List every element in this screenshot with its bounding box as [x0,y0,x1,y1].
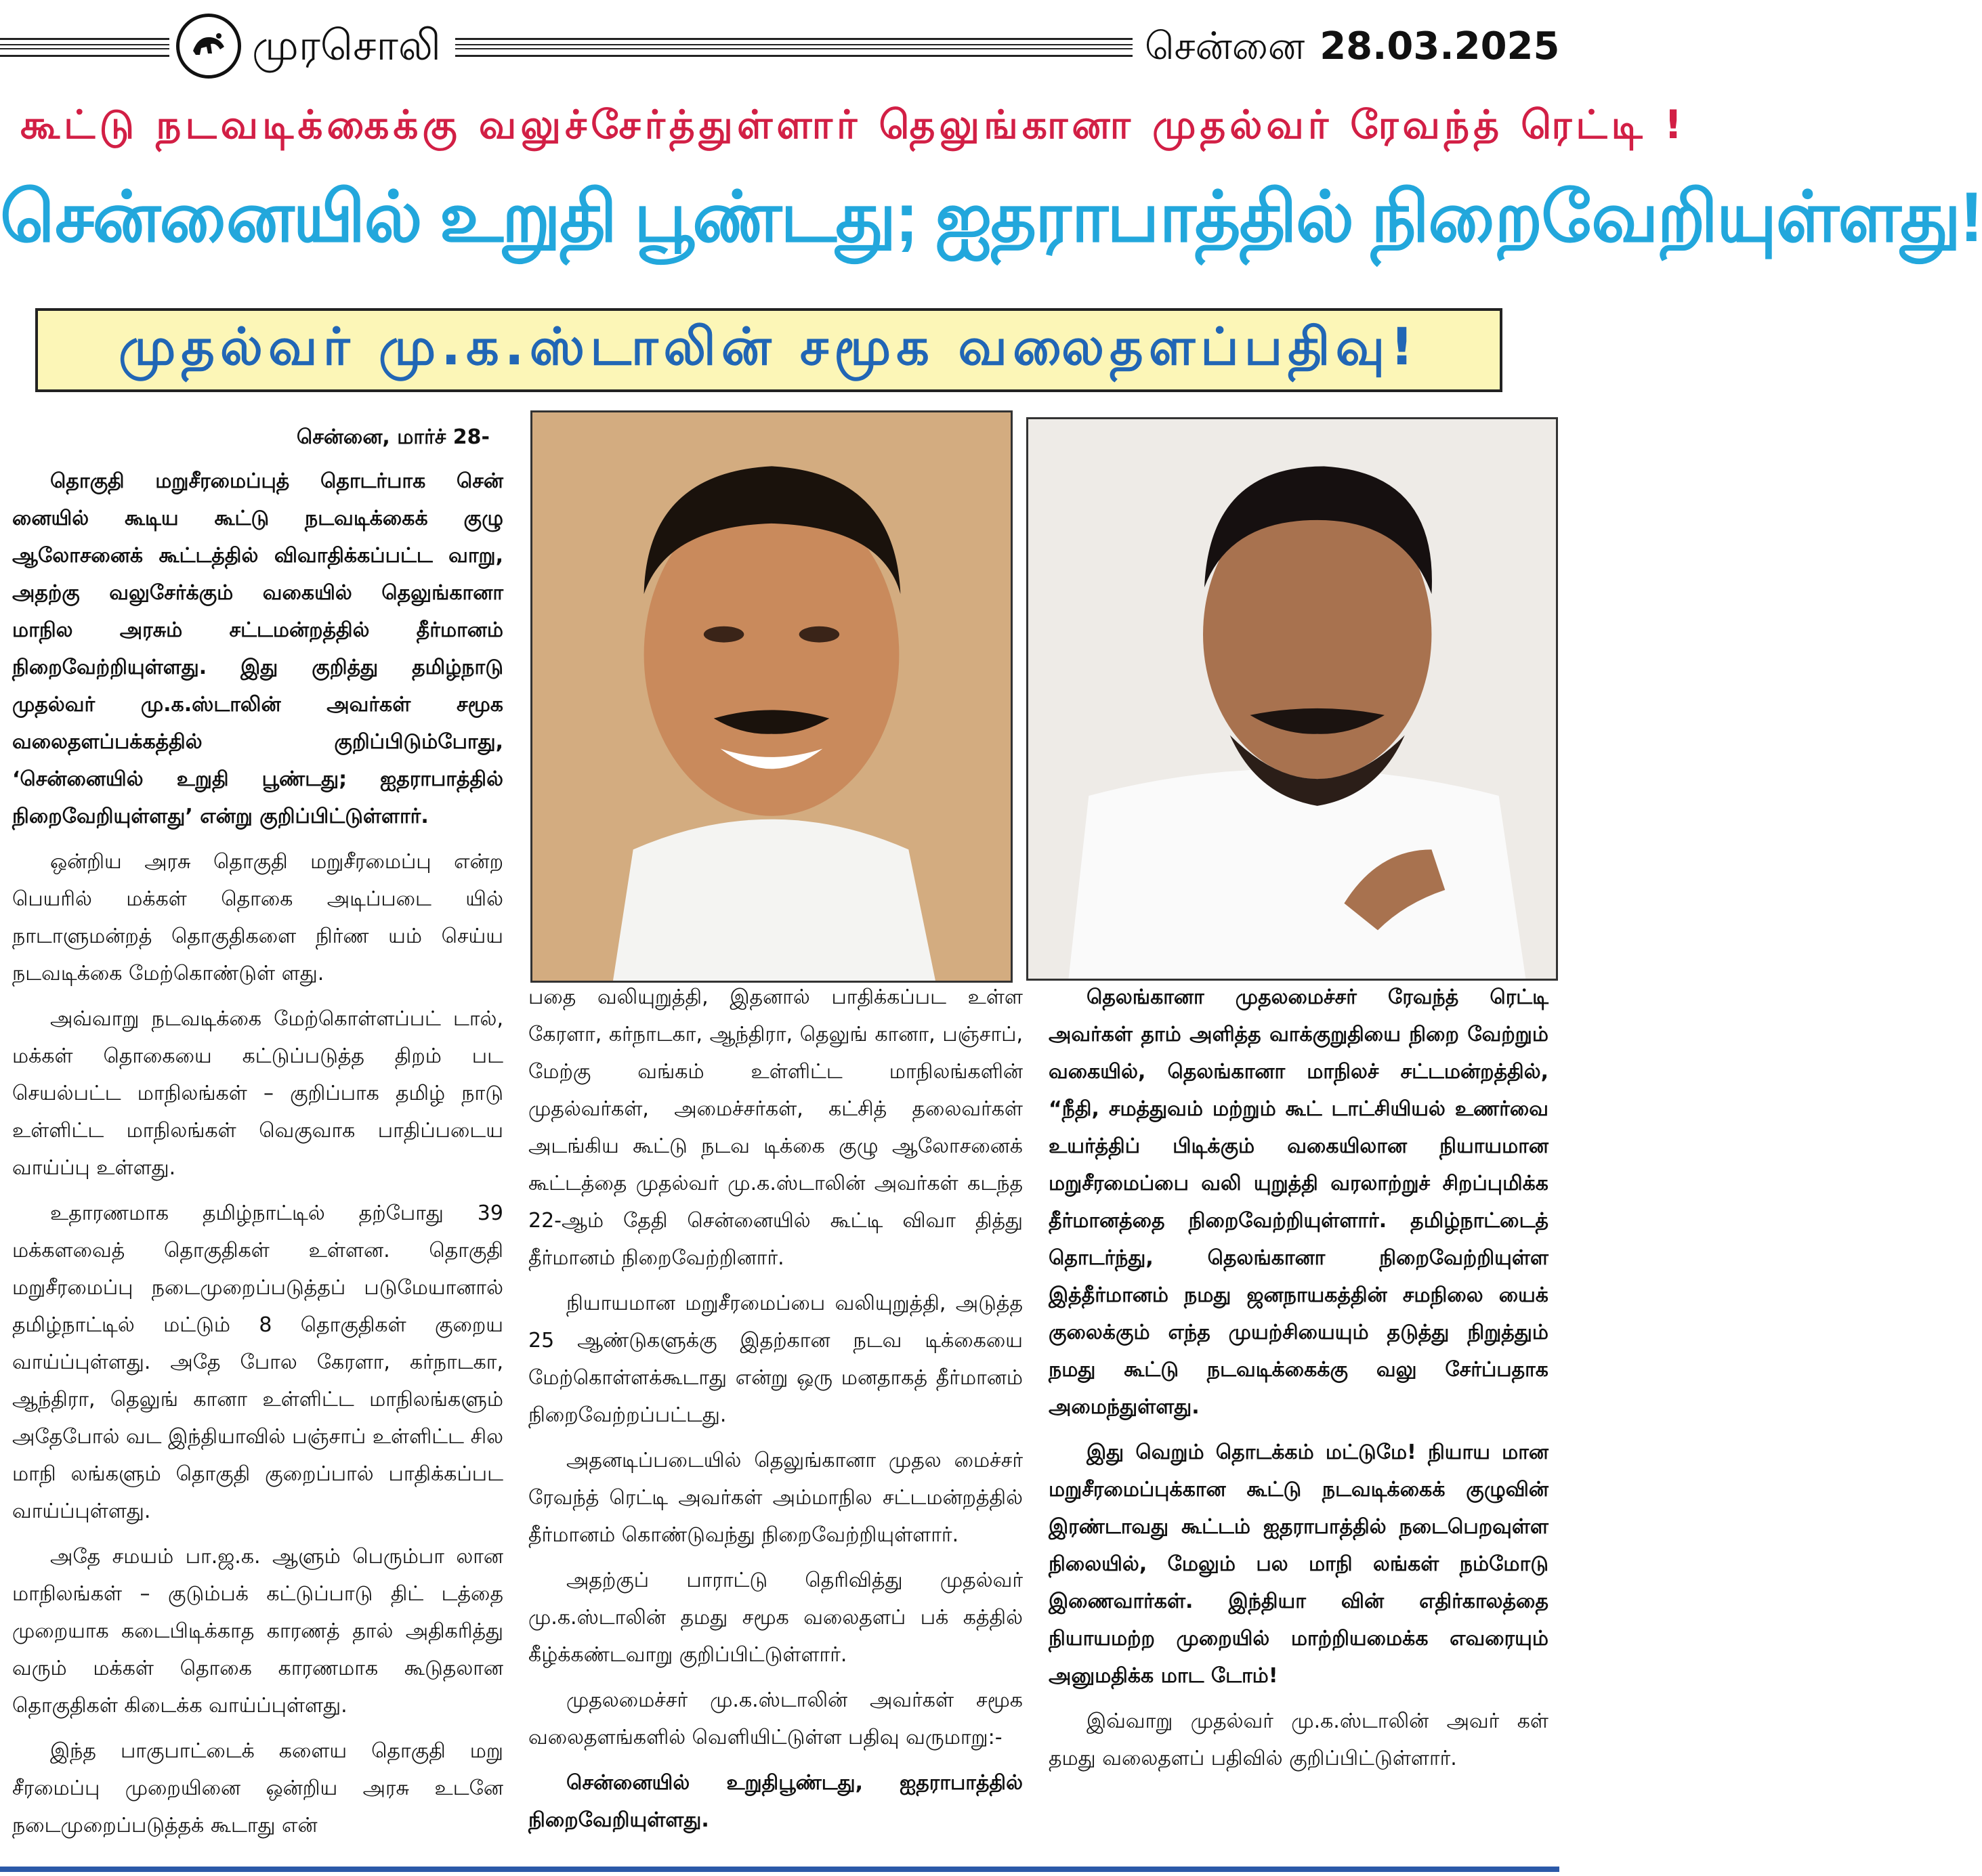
paragraph-quote: சென்னையில் உறுதிபூண்டது, ஐதராபாத்தில் நிறைவேறியுள்ளது. [528,1771,1023,1832]
masthead [0,8,1559,83]
subhead: முதல்வர் மு.க.ஸ்டாலின் சமூக வலைதளப்பதிவு! [119,316,1419,377]
paragraph: உதாரணமாக தமிழ்நாட்டில் தற்போது 39 மக்களவைத் தொகுதிகள் உள்ளன. தொகுதி மறுசீரமைப்பு நடைமுறைப்படுத்தப் படுமேயானால் தமிழ்நாட்டில் மட்டும் 8 தொகுதிகள் குறைய வாய்ப்புள்ளது. அதே போல கேரளா, கர்நாடகா, ஆந்திரா, தெலுங் கானா உள்ளிட்ட மாநிலங்களும் அதேபோல் வட இந்தியாவில் பஞ்சாப் உள்ளிட்ட சில மாநி லங்களும் தொகுதி குறைப்பால் பாதிக்கப்பட வாய்ப்புள்ளது. [12,1201,503,1523]
paragraph: இவ்வாறு முதல்வர் மு.க.ஸ்டாலின் அவர் கள் தமது வலைதளப் பதிவில் குறிப்பிட்டுள்ளார். [1049,1709,1548,1770]
paragraph: இந்த பாகுபாட்டைக் களைய தொகுதி மறு சீரமைப்பு முறையினை ஒன்றிய அரசு உடனே நடைமுறைப்படுத்தக் கூடாது என் [12,1739,503,1837]
subhead-box [35,308,1502,392]
masthead-dateline [1145,24,1559,73]
article-column-3 [1049,979,1548,1785]
article-column-2 [528,979,1023,1847]
main-headline: சென்னையில் உறுதி பூண்டது; ஐதராபாத்தில் நிறைவேறியுள்ளது! [0,178,1982,257]
dateline: சென்னை, மார்ச் 28- [296,425,490,449]
paragraph: அவ்வாறு நடவடிக்கை மேற்கொள்ளப்பட் டால், மக்கள் தொகையை கட்டுப்படுத்த திறம் பட செயல்பட்ட மாநிலங்கள் – குறிப்பாக தமிழ் நாடு உள்ளிட்ட மாநிலங்கள் வெகுவாக பாதிப்படைய வாய்ப்பு உள்ளது. [12,1007,503,1180]
article-column-1 [12,419,503,1852]
paragraph: அதற்குப் பாராட்டு தெரிவித்து முதல்வர் மு.க.ஸ்டாலின் தமது சமூக வலைதளப் பக் கத்தில் கீழ்க்கண்டவாறு குறிப்பிட்டுள்ளார். [528,1569,1023,1667]
paragraph: அதே சமயம் பா.ஜ.க. ஆளும் பெரும்பா லான மாநிலங்கள் – குடும்பக் கட்டுப்பாடு திட் டத்தை முறையாக கடைபிடிக்காத காரணத் தால் அதிகரித்து வரும் மக்கள் தொகை காரணமாக கூடுதலான தொகுதிகள் கிடைக்க வாய்ப்புள்ளது. [12,1545,503,1718]
masthead-city: சென்னை [1145,24,1305,68]
paragraph: நியாயமான மறுசீரமைப்பை வலியுறுத்தி, அடுத்த 25 ஆண்டுகளுக்கு இதற்கான நடவ டிக்கையை மேற்கொள்ளக்கூடாது என்று ஒரு மனதாகத் தீர்மானம் நிறைவேற்றப்பட்டது. [528,1292,1023,1427]
photo-revanth-reddy [1026,417,1558,981]
masthead-date: 28.03.2025 [1320,24,1560,68]
masthead-rule-left [0,38,169,57]
paragraph: தொகுதி மறுசீரமைப்புத் தொடர்பாக சென் னையில் கூடிய கூட்டு நடவடிக்கைக் குழு ஆலோசனைக் கூட்டத்தில் விவாதிக்கப்பட்ட வாறு, அதற்கு வலுசேர்க்கும் வகையில் தெலுங்கானா மாநில அரசும் சட்டமன்றத்தில் தீர்மானம் நிறைவேற்றியுள்ளது. இது குறித்து தமிழ்நாடு முதல்வர் மு.க.ஸ்டாலின் அவர்கள் சமூக வலைதளப்பக்கத்தில் குறிப்பிடும்போது, ‘சென்னையில் உறுதி பூண்டது; ஐதராபாத்தில் நிறைவேறியுள்ளது’ என்று குறிப்பிட்டுள்ளார். [12,469,503,828]
photo-stalin [530,410,1013,983]
kicker-headline: கூட்டு நடவடிக்கைக்கு வலுச்சேர்த்துள்ளார் தெலுங்கானா முதல்வர் ரேவந்த் ரெட்டி ! [20,102,1687,148]
bottom-rule [0,1867,1559,1872]
rising-sun-emblem-icon [176,14,241,79]
paragraph: ஒன்றிய அரசு தொகுதி மறுசீரமைப்பு என்ற பெயரில் மக்கள் தொகை அடிப்படை யில் நாடாளுமன்றத் தொகுதிகளை நிர்ண யம் செய்ய நடவடிக்கை மேற்கொண்டுள் ளது. [12,850,503,985]
masthead-rule-mid [455,38,1133,57]
newspaper-name: முரசொலி [252,20,441,70]
paragraph: அதனடிப்படையில் தெலுங்கானா முதல மைச்சர் ரேவந்த் ரெட்டி அவர்கள் அம்மாநில சட்டமன்றத்தில் தீர்மானம் கொண்டுவந்து நிறைவேற்றியுள்ளார். [528,1449,1023,1547]
paragraph: முதலமைச்சர் மு.க.ஸ்டாலின் அவர்கள் சமூக வலைதளங்களில் வெளியிட்டுள்ள பதிவு வருமாறு:- [528,1688,1023,1749]
paragraph: பதை வலியுறுத்தி, இதனால் பாதிக்கப்பட உள்ள கேரளா, கர்நாடகா, ஆந்திரா, தெலுங் கானா, பஞ்சாப், மேற்கு வங்கம் உள்ளிட்ட மாநிலங்களின் முதல்வர்கள், அமைச்சர்கள், கட்சித் தலைவர்கள் அடங்கிய கூட்டு நடவ டிக்கை குழு ஆலோசனைக் கூட்டத்தை முதல்வர் மு.க.ஸ்டாலின் அவர்கள் கடந்த 22-ஆம் தேதி சென்னையில் கூட்டி விவா தித்து தீர்மானம் நிறைவேற்றினார். [528,985,1023,1270]
paragraph: தெலங்கானா முதலமைச்சர் ரேவந்த் ரெட்டி அவர்கள் தாம் அளித்த வாக்குறுதியை நிறை வேற்றும் வகையில், தெலங்கானா மாநிலச் சட்டமன்றத்தில், “நீதி, சமத்துவம் மற்றும் கூட் டாட்சியியல் உணர்வை உயர்த்திப் பிடிக்கும் வகையிலான நியாயமான மறுசீரமைப்பை வலி யுறுத்தி வரலாற்றுச் சிறப்புமிக்க தீர்மானத்தை நிறைவேற்றியுள்ளார். தமிழ்நாட்டைத் தொடர்ந்து, தெலங்கானா நிறைவேற்றியுள்ள இத்தீர்மானம் நமது ஜனநாயகத்தின் சமநிலை யைக் குலைக்கும் எந்த முயற்சியையும் தடுத்து நிறுத்தும் நமது கூட்டு நடவடிக்கைக்கு வலு சேர்ப்பதாக அமைந்துள்ளது. [1049,985,1548,1419]
paragraph: இது வெறும் தொடக்கம் மட்டுமே! நியாய மான மறுசீரமைப்புக்கான கூட்டு நடவடிக்கைக் குழுவின் இரண்டாவது கூட்டம் ஐதராபாத்தில் நடைபெறவுள்ள நிலையில், மேலும் பல மாநி லங்கள் நம்மோடு இணைவார்கள். இந்தியா வின் எதிர்காலத்தை நியாயமற்ற முறையில் மாற்றியமைக்க எவரையும் அனுமதிக்க மாட டோம்! [1049,1441,1548,1688]
